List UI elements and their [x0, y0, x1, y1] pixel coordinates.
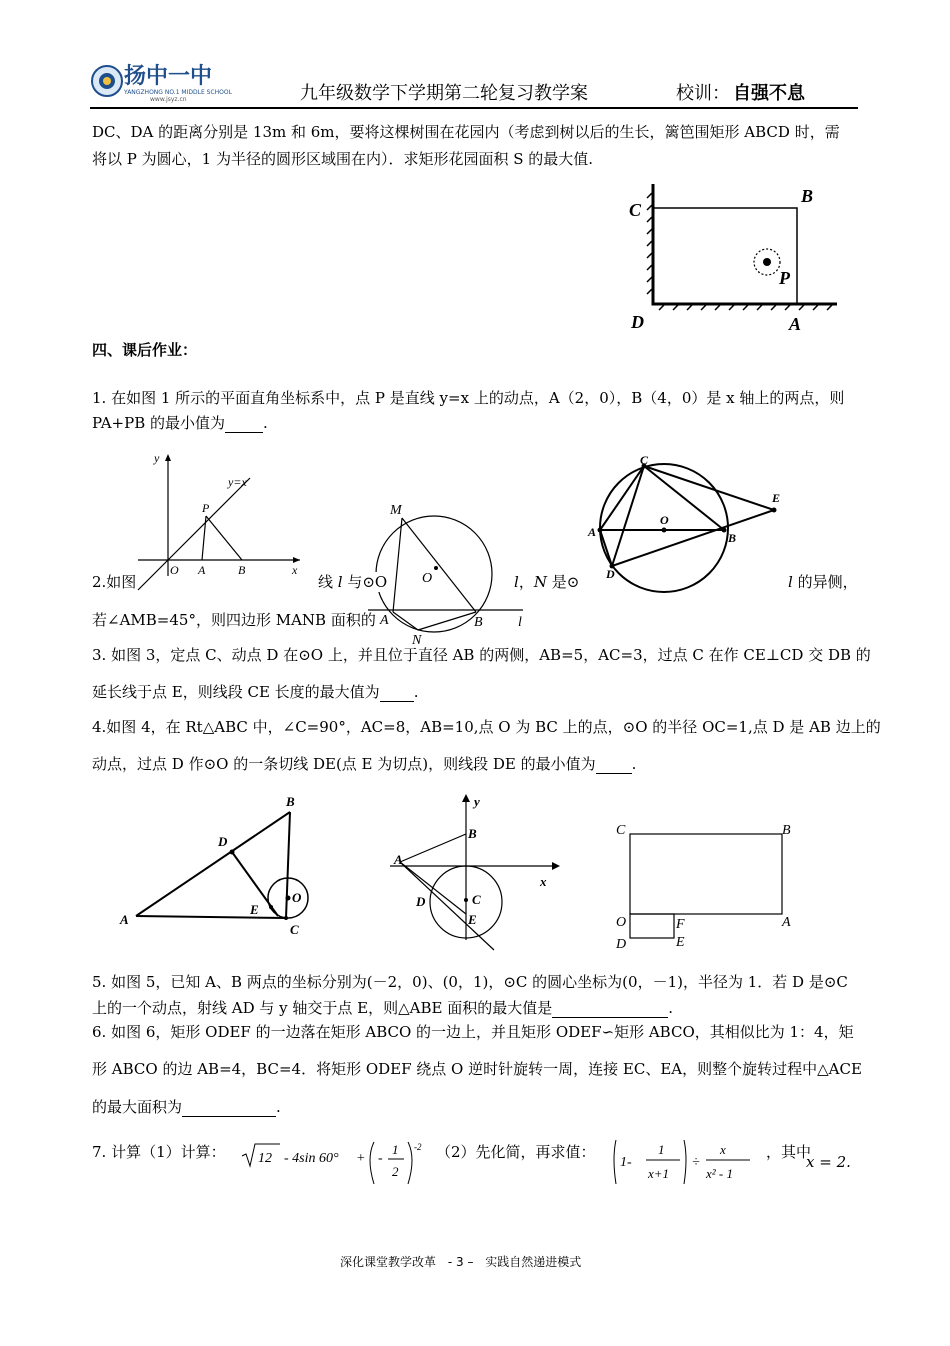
answer-blank-5[interactable] — [552, 1001, 668, 1018]
intro-line2: 将以 P 为圆心，1 为半径的圆形区域围在内）．求矩形花园面积 S 的最大值. — [92, 150, 594, 168]
problem-1-line2: PA+PB 的最小值为 . — [92, 414, 268, 432]
svg-text:B: B — [728, 531, 737, 545]
footer-left: 深化课堂教学改革 — [340, 1255, 437, 1269]
answer-blank-3[interactable] — [380, 685, 414, 702]
svg-text:B: B — [782, 823, 791, 838]
problem-7-label: 7. 计算（1）计算： — [92, 1143, 226, 1161]
problem-7-condition-label: ，其中 — [766, 1143, 812, 1161]
svg-text:x: x — [292, 563, 298, 577]
answer-blank-4[interactable] — [596, 757, 632, 774]
svg-text:y: y — [474, 794, 480, 809]
svg-text:-: - — [378, 1151, 383, 1166]
svg-text:D: D — [606, 567, 615, 581]
svg-text:x: x — [540, 874, 547, 889]
formula-2 — [610, 1136, 770, 1190]
svg-text:M: M — [390, 503, 402, 518]
problem-7-part2-label: （2）先化简，再求值： — [436, 1143, 596, 1161]
svg-text:O: O — [170, 563, 179, 577]
svg-text:1: 1 — [392, 1142, 399, 1157]
svg-text:P: P — [202, 501, 210, 515]
label-C: C — [629, 200, 642, 220]
problem-2-end: l 的异侧， — [788, 573, 858, 591]
svg-text:C: C — [640, 453, 649, 467]
problem-4-line1: 4.如图 4，在 Rt△ABC 中，∠C=90°，AC=8，AB=10,点 O 为 BC 上的点，⊙O 的半径 OC=1,点 D 是 AB 边上的 — [92, 718, 881, 736]
intro-line1: DC、DA 的距离分别是 13m 和 6m，要将这棵树围在花园内（考虑到树以后的生长，篱笆围矩形 ABCD 时，需 — [92, 123, 840, 141]
svg-text:y=x: y=x — [228, 475, 247, 489]
answer-blank-6[interactable] — [182, 1100, 276, 1117]
problem-2-start: 2.如图 — [92, 573, 137, 591]
problem-5-line1: 5. 如图 5，已知 A、B 两点的坐标分别为(－2，0)、(0，1)，⊙C 的圆心坐标为(0，－1)，半径为 1．若 D 是⊙C — [92, 973, 848, 991]
header-rule — [90, 107, 858, 109]
label-B: B — [801, 186, 814, 206]
problem-4-line2: 动点，过点 D 作⊙O 的一条切线 DE(点 E 为切点)，则线段 DE 的最小值为 . — [92, 755, 637, 773]
svg-text:A: A — [380, 613, 389, 628]
svg-text:-2: -2 — [414, 1142, 422, 1152]
svg-text:A: A — [120, 912, 129, 927]
problem-1-line1: 1. 在如图 1 所示的平面直角坐标系中，点 P 是直线 y=x 上的动点，A（2，0），B（4，0）是 x 轴上的两点，则 — [92, 389, 845, 407]
figure-1 — [128, 450, 308, 580]
svg-text:y: y — [154, 451, 160, 465]
svg-text:B: B — [474, 615, 483, 630]
formula-1 — [240, 1136, 430, 1190]
svg-text:12: 12 — [258, 1151, 272, 1166]
figure-3 — [586, 452, 796, 582]
fence-rectangle — [653, 208, 797, 304]
svg-text:1-: 1- — [620, 1155, 632, 1170]
label-A: A — [789, 314, 802, 334]
problem-3-line1: 3. 如图 3，定点 C、动点 D 在⊙O 上，并且位于直径 AB 的两侧，AB=5，AC=3，过点 C 在作 CE⊥CD 交 DB 的 — [92, 646, 871, 664]
figure-4 — [118, 790, 338, 940]
tree-point — [763, 258, 771, 266]
svg-text:+: + — [356, 1151, 366, 1166]
svg-text:÷: ÷ — [692, 1155, 700, 1170]
svg-text:E: E — [468, 912, 477, 927]
svg-text:x: x — [720, 1142, 726, 1157]
label-P: P — [779, 268, 790, 288]
line-y-eq-x — [138, 478, 250, 590]
footer-right: 实践自然递进模式 — [485, 1255, 582, 1269]
motto-label: 校训： — [676, 83, 730, 104]
svg-text:1: 1 — [658, 1142, 665, 1157]
svg-text:A: A — [198, 563, 206, 577]
svg-text:E: E — [676, 935, 685, 950]
svg-text:O: O — [616, 915, 627, 930]
footer — [340, 1252, 581, 1272]
problem-6-line2: 形 ABCO 的边 AB=4，BC=4．将矩形 ODEF 绕点 O 逆时针旋转一周，连接 EC、EA，则整个旋转过程中△ACE — [92, 1060, 862, 1078]
label-D: D — [631, 312, 644, 332]
problem-7-condition: x = 2. — [806, 1153, 851, 1171]
problem-3-line2: 延长线于点 E，则线段 CE 长度的最大值为 . — [92, 683, 419, 701]
svg-text:B: B — [468, 826, 477, 841]
svg-text:O: O — [422, 571, 433, 586]
motto: 自强不息 — [733, 83, 805, 104]
figure-2 — [368, 496, 528, 646]
svg-text:A: A — [588, 525, 597, 539]
svg-text:E: E — [772, 491, 781, 505]
svg-text:B: B — [238, 563, 246, 577]
figure-5 — [382, 790, 572, 950]
section-title: 四、课后作业： — [92, 341, 198, 359]
svg-text:F: F — [676, 917, 685, 932]
svg-text:x+1: x+1 — [648, 1166, 670, 1181]
problem-6-line3: 的最大面积为 . — [92, 1098, 281, 1116]
svg-text:l: l — [518, 615, 522, 630]
svg-text:A: A — [782, 915, 791, 930]
svg-text:- 4sin 60°: - 4sin 60° — [284, 1151, 339, 1166]
svg-text:C: C — [472, 892, 481, 907]
problem-2-line2: 若∠AMB=45°，则四边形 MANB 面积的 — [92, 611, 376, 629]
svg-text:O: O — [292, 890, 302, 905]
school-url: www.jsyz.cn — [150, 96, 187, 103]
svg-text:A: A — [394, 852, 403, 867]
problem-6-line1: 6. 如图 6，矩形 ODEF 的一边落在矩形 ABCO 的一边上，并且矩形 ODEF∽矩形 ABCO，其相似比为 1：4，矩 — [92, 1023, 854, 1041]
header-title: 九年级数学下学期第二轮复习教学案 — [300, 83, 588, 104]
svg-text:x² - 1: x² - 1 — [706, 1166, 733, 1181]
school-name: 扬中一中 — [124, 64, 213, 89]
page-number: - 3 – — [447, 1255, 474, 1269]
figure-6 — [612, 816, 812, 956]
answer-blank-1[interactable] — [225, 416, 263, 433]
svg-text:B: B — [286, 794, 295, 809]
svg-text:D: D — [218, 834, 228, 849]
svg-text:C: C — [290, 922, 299, 937]
svg-text:D: D — [416, 894, 426, 909]
svg-text:C: C — [616, 823, 626, 838]
svg-text:N: N — [412, 633, 422, 648]
figure-garden — [625, 180, 845, 340]
problem-2-mid1: 线 l 与⊙O — [318, 573, 388, 591]
svg-text:2: 2 — [392, 1164, 399, 1179]
svg-text:D: D — [616, 937, 627, 952]
svg-text:E: E — [250, 902, 259, 917]
problem-5-line2: 上的一个动点，射线 AD 与 y 轴交于点 E，则△ABE 面积的最大值是 . — [92, 999, 674, 1017]
svg-text:O: O — [660, 513, 669, 527]
problem-2-mid2: l，N 是⊙ — [514, 573, 580, 591]
school-english: YANGZHONG NO.1 MIDDLE SCHOOL — [124, 89, 232, 96]
